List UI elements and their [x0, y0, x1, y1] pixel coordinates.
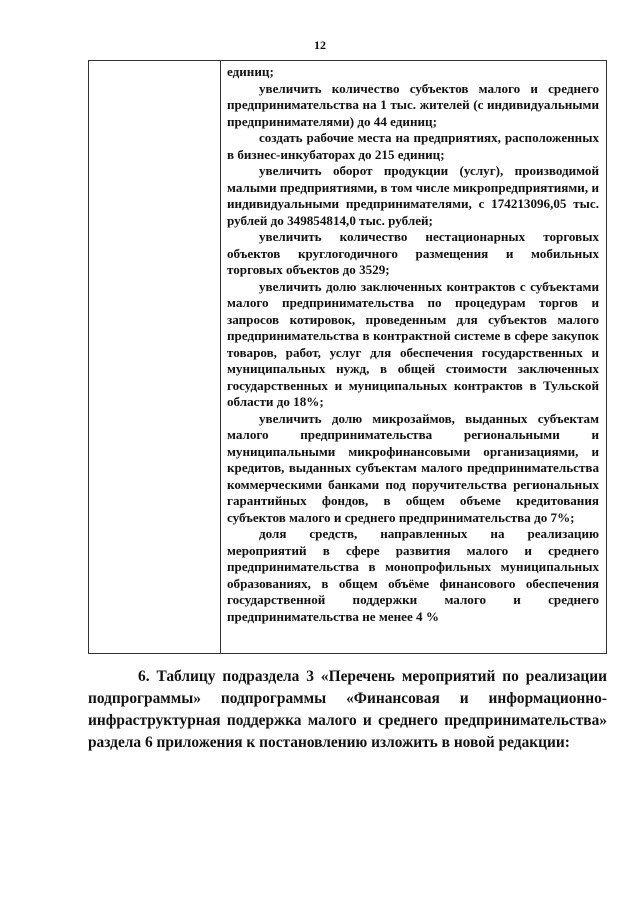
document-table [88, 60, 607, 654]
target-item: создать рабочие места на предприятиях, расположенных в бизнес-инкубаторах до 215 единиц; [227, 130, 599, 162]
table-left-cell [89, 61, 221, 653]
table-right-cell [221, 61, 606, 653]
page-number: 12 [314, 38, 326, 52]
target-item: единиц; [227, 64, 274, 79]
target-item: увеличить долю микрозаймов, выданных субъектам малого предпринимательства региональными и муниципальными микрофинансовыми организациями, и кредитов, выданных субъектам малого предпринимательства коммерческими банками под поручительства региональных гарантийных фондов, в общем объеме кредитования субъектов малого и среднего предпринимательства до 7%; [227, 410, 599, 525]
target-item: увеличить оборот продукции (услуг), производимой малыми предприятиями, в том числе микропредприятиями, и индивидуальными предпринимателями, с 174213096,05 тыс. рублей до 349854814,0 тыс. рублей; [227, 163, 599, 228]
target-item: доля средств, направленных на реализацию мероприятий в сфере развития малого и среднего предпринимательства в монопрофильных муниципальных образованиях, в общем объёме финансового обеспечения государственной поддержки малого и среднего предпринимательства не менее 4 % [227, 526, 599, 624]
target-item: увеличить количество субъектов малого и среднего предпринимательства на 1 тыс. жителей (с индивидуальными предпринимателями) до 44 единиц; [227, 80, 599, 129]
target-item: увеличить количество нестационарных торговых объектов круглогодичного размещения и мобильных торговых объектов до 3529; [227, 229, 599, 277]
target-item: увеличить долю заключенных контрактов с субъектами малого предпринимательства по процедурам торгов и запросов котировок, проведенным для субъектов малого предпринимательства в контрактной системе в сфере закупок товаров, работ, услуг для обеспечения государственных и муниципальных нужд, в общей стоимости заключенных государственных и муниципальных контрактов в Тульской области до 18%; [227, 278, 599, 409]
body-paragraph: 6. Таблицу подраздела 3 «Перечень мероприятий по реализации подпрограммы» подпрограммы «Финансовая и информационно-инфраструктурная поддержка малого и среднего предпринимательства» раздела 6 приложения к постановлению изложить в новой редакции: [88, 668, 607, 751]
